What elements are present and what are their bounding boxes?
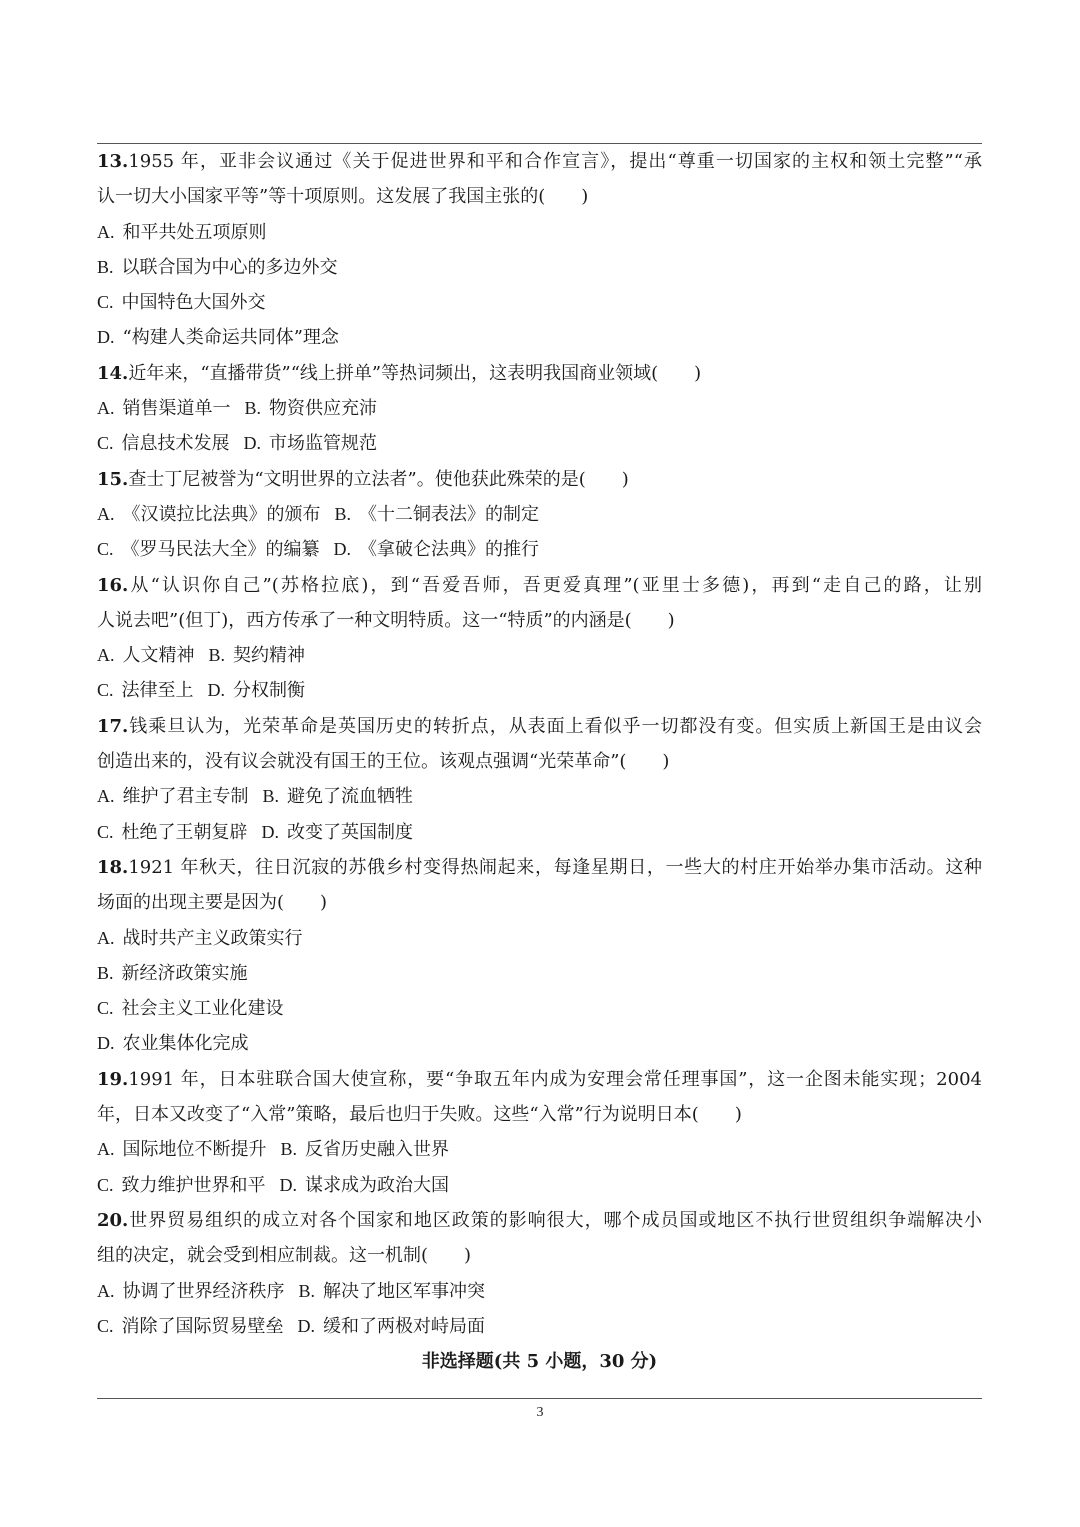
option-d — [334, 532, 540, 567]
option-d — [280, 1168, 450, 1203]
option-text: 分权制衡 — [233, 680, 306, 702]
option-row — [97, 426, 982, 461]
option-letter: D. — [279, 1174, 298, 1195]
option-row — [97, 1274, 982, 1309]
option-text: 市场监管规范 — [269, 433, 378, 455]
option-row — [97, 956, 982, 991]
option-b — [263, 779, 414, 814]
option-text: 社会主义工业化建设 — [121, 998, 284, 1020]
option-text: 致力维护世界和平 — [121, 1174, 266, 1196]
question-stem-line — [97, 462, 982, 497]
option-text: 国际地位不断提升 — [122, 1139, 267, 1161]
option-letter: A. — [97, 1139, 115, 1160]
option-letter: A. — [97, 1280, 115, 1301]
question-number: 15. — [97, 468, 129, 490]
option-row — [97, 497, 982, 532]
question-stem-line — [97, 603, 982, 638]
option-text: 消除了国际贸易壁垒 — [121, 1315, 284, 1337]
question-20 — [97, 1203, 982, 1344]
question-stem-text: 认一切大小国家平等”等十项原则。这发展了我国主张的( ) — [97, 186, 589, 208]
option-a — [97, 497, 321, 532]
option-letter: B. — [280, 1139, 298, 1160]
option-text: 维护了君主专制 — [122, 786, 249, 808]
option-letter: D. — [297, 1315, 316, 1336]
question-14 — [97, 356, 982, 462]
option-row — [97, 779, 982, 814]
option-letter: D. — [261, 821, 280, 842]
option-text: 杜绝了王朝复辟 — [121, 821, 248, 843]
option-letter: A. — [97, 927, 115, 948]
question-16 — [97, 568, 982, 709]
option-row — [97, 1168, 982, 1203]
question-stem-line — [97, 709, 982, 744]
option-row — [97, 991, 982, 1026]
option-letter: D. — [97, 1033, 115, 1054]
option-text: 农业集体化完成 — [122, 1033, 249, 1055]
question-stem-text: 1991 年，日本驻联合国大使宣称，要“争取五年内成为安理会常任理事国”，这一企图未能实现；2004 — [128, 1068, 982, 1090]
question-number: 19. — [97, 1068, 129, 1090]
option-text: 中国特色大国外交 — [121, 292, 266, 314]
question-stem-text: 1955 年，亚非会议通过《关于促进世界和平和合作宣言》，提出“尊重一切国家的主权和领土完整”“承 — [128, 151, 982, 172]
option-text: 避免了流血牺牲 — [287, 786, 414, 808]
question-number: 18. — [97, 856, 129, 878]
option-letter: B. — [97, 256, 114, 277]
option-b — [209, 638, 306, 673]
option-letter: B. — [244, 398, 262, 419]
option-c — [97, 426, 230, 461]
option-text: 缓和了两极对峙局面 — [323, 1315, 486, 1337]
option-row — [97, 638, 982, 673]
option-b — [245, 391, 378, 426]
question-stem-text: 钱乘旦认为，光荣革命是英国历史的转折点，从表面上看似乎一切都没有变。但实质上新国王是由议会 — [128, 715, 982, 737]
option-a — [97, 779, 249, 814]
option-row — [97, 921, 982, 956]
option-row — [97, 673, 982, 708]
question-stem-text: 年，日本又改变了“入常”策略，最后也归于失败。这些“入常”行为说明日本( ) — [97, 1104, 742, 1126]
question-number: 17. — [97, 715, 129, 737]
option-a — [97, 391, 231, 426]
option-row — [97, 815, 982, 850]
option-text: 《罗马民法大全》的编纂 — [121, 539, 320, 561]
question-stem-line — [97, 1097, 982, 1132]
option-b — [97, 956, 248, 991]
option-text: 和平共处五项原则 — [122, 221, 267, 243]
option-letter: B. — [298, 1280, 316, 1301]
question-stem-text: 从“认识你自己”(苏格拉底)，到“吾爱吾师，吾更爱真理”(亚里士多德)，再到“走自己的路，让别 — [128, 574, 982, 596]
option-letter: B. — [97, 962, 114, 983]
option-c — [97, 1168, 266, 1203]
option-letter: C. — [97, 680, 114, 701]
option-row — [97, 1309, 982, 1344]
option-letter: C. — [97, 821, 114, 842]
option-c — [97, 991, 284, 1026]
option-letter: C. — [97, 433, 114, 454]
option-text: 信息技术发展 — [121, 433, 230, 455]
option-b — [299, 1274, 486, 1309]
option-text: 《十二铜表法》的制定 — [359, 503, 540, 525]
option-row — [97, 215, 982, 250]
option-row — [97, 285, 982, 320]
option-d — [298, 1309, 486, 1344]
option-letter: C. — [97, 998, 114, 1019]
option-text: 反省历史融入世界 — [305, 1139, 450, 1161]
option-c — [97, 673, 194, 708]
option-d — [208, 673, 306, 708]
option-letter: B. — [208, 645, 226, 666]
option-text: 战时共产主义政策实行 — [122, 927, 303, 949]
section-title: 非选择题(共 5 小题，30 分) — [421, 1351, 658, 1373]
question-stem-line — [97, 144, 982, 179]
option-row — [97, 532, 982, 567]
option-a — [97, 215, 267, 250]
option-row — [97, 391, 982, 426]
option-letter: D. — [243, 433, 262, 454]
option-letter: C. — [97, 1315, 114, 1336]
option-letter: B. — [334, 503, 352, 524]
option-a — [97, 921, 303, 956]
page-number: 3 — [536, 1405, 544, 1420]
question-number: 16. — [97, 574, 129, 596]
option-letter: B. — [262, 786, 280, 807]
option-text: 契约精神 — [233, 645, 306, 667]
option-row — [97, 1026, 982, 1061]
question-stem-text: 人说去吧”(但丁)，西方传承了一种文明特质。这一“特质”的内涵是( ) — [97, 609, 675, 631]
option-a — [97, 1274, 285, 1309]
option-text: 改变了英国制度 — [287, 821, 414, 843]
option-text: 解决了地区军事冲突 — [323, 1280, 486, 1302]
question-15 — [97, 462, 982, 568]
option-letter: A. — [97, 503, 115, 524]
option-letter: A. — [97, 398, 115, 419]
question-19 — [97, 1062, 982, 1203]
question-stem-text: 1921 年秋天，往日沉寂的苏俄乡村变得热闹起来，每逢星期日，一些大的村庄开始举办集市活动。这种 — [128, 856, 982, 878]
option-letter: C. — [97, 539, 114, 560]
option-text: 以联合国为中心的多边外交 — [121, 256, 338, 278]
option-a — [97, 1132, 267, 1167]
question-stem-text: 世界贸易组织的成立对各个国家和地区政策的影响很大，哪个成员国或地区不执行世贸组织争端解决小 — [128, 1209, 982, 1231]
option-letter: D. — [207, 680, 226, 701]
question-stem-text: 组的决定，就会受到相应制裁。这一机制( ) — [97, 1245, 472, 1267]
option-d — [244, 426, 378, 461]
option-row — [97, 1132, 982, 1167]
question-stem-text: 查士丁尼被誉为“文明世界的立法者”。使他获此殊荣的是( ) — [128, 468, 629, 490]
option-text: 法律至上 — [121, 680, 194, 702]
option-text: “构建人类命运共同体”理念 — [122, 327, 339, 349]
question-stem-line — [97, 179, 982, 214]
option-a — [97, 638, 195, 673]
option-text: 协调了世界经济秩序 — [122, 1280, 285, 1302]
option-c — [97, 285, 266, 320]
question-stem-line — [97, 1203, 982, 1238]
question-list — [97, 144, 982, 1379]
option-letter: A. — [97, 645, 115, 666]
question-number: 20. — [97, 1209, 129, 1231]
option-b — [335, 497, 540, 532]
question-number: 14. — [97, 362, 129, 384]
question-stem-line — [97, 850, 982, 885]
option-b — [97, 250, 338, 285]
question-stem-line — [97, 885, 982, 920]
option-text: 《拿破仑法典》的推行 — [359, 539, 540, 561]
question-stem-line — [97, 744, 982, 779]
option-text: 新经济政策实施 — [121, 962, 248, 984]
question-13 — [97, 144, 982, 356]
option-text: 物资供应充沛 — [269, 398, 378, 420]
option-letter: A. — [97, 221, 115, 242]
question-stem-line — [97, 1238, 982, 1273]
option-c — [97, 1309, 284, 1344]
question-17 — [97, 709, 982, 850]
option-d — [262, 815, 414, 850]
option-c — [97, 532, 320, 567]
question-stem-line — [97, 1062, 982, 1097]
question-stem-line — [97, 568, 982, 603]
option-d — [97, 320, 339, 355]
option-d — [97, 1026, 249, 1061]
bottom-rule — [97, 1398, 982, 1399]
question-number: 13. — [97, 151, 129, 172]
option-c — [97, 815, 248, 850]
option-letter: A. — [97, 786, 115, 807]
option-letter: D. — [333, 539, 352, 560]
question-stem-text: 场面的出现主要是因为( ) — [97, 892, 328, 914]
option-text: 人文精神 — [122, 645, 195, 667]
option-letter: D. — [97, 327, 115, 348]
option-row — [97, 320, 982, 355]
option-row — [97, 250, 982, 285]
question-18 — [97, 850, 982, 1062]
option-letter: C. — [97, 292, 114, 313]
question-stem-text: 创造出来的，没有议会就没有国王的王位。该观点强调“光荣革命”( ) — [97, 751, 670, 773]
question-stem-text: 近年来，“直播带货”“线上拼单”等热词频出，这表明我国商业领域( ) — [128, 362, 702, 384]
option-text: 销售渠道单一 — [122, 398, 231, 420]
option-text: 谋求成为政治大国 — [305, 1174, 450, 1196]
question-stem-line — [97, 356, 982, 391]
option-b — [281, 1132, 450, 1167]
option-text: 《汉谟拉比法典》的颁布 — [122, 503, 321, 525]
option-letter: C. — [97, 1174, 114, 1195]
